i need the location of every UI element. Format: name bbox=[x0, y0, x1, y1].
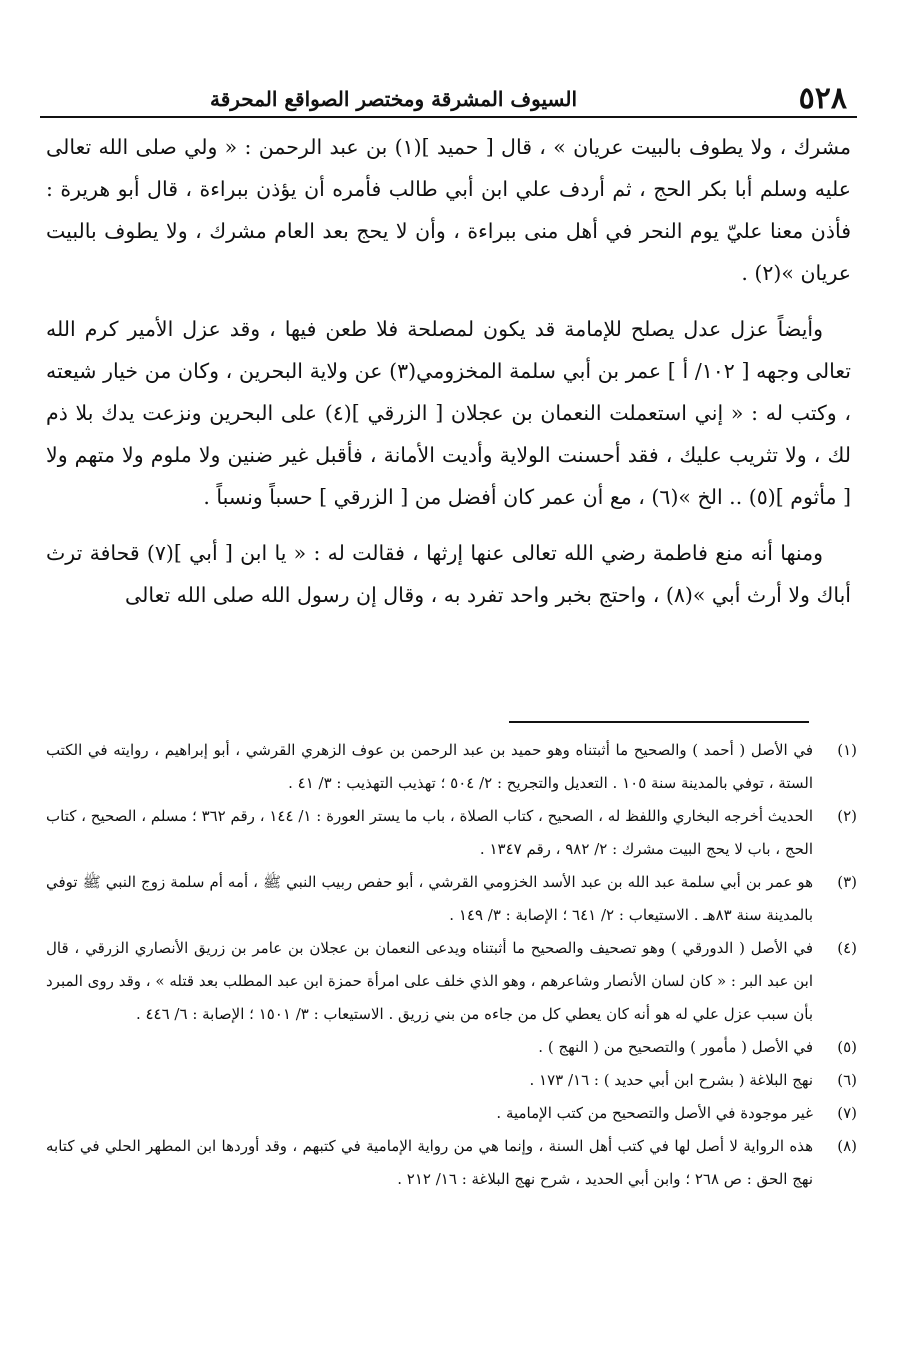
footnote-separator bbox=[509, 721, 809, 723]
footnote-number: (٦) bbox=[837, 1071, 857, 1089]
footnote-text: في الأصل ( الدورقي ) وهو تصحيف والصحيح ما أثبتناه ويدعى النعمان بن عجلان بن عامر بن زريق الأنصاري الزرقي ، قال ابن عبد البر : « كان لسان الأنصار وشاعرهم ، وهو الذي خلف على امرأة حمزة ابن عبد المطلب بعد قتله » ، وقد روى المبرد بأن سبب عزل علي له هو أنه كان يعطي كل من جاءه من بني زريق . الاستيعاب : ٣/ ١٥٠١ ؛ الإصابة : ٦/ ٤٤٦ . bbox=[46, 939, 813, 1023]
footnote-number: (١) bbox=[837, 741, 857, 759]
footnote bbox=[46, 800, 857, 866]
footnote-number: (٥) bbox=[837, 1038, 857, 1056]
main-text bbox=[46, 126, 851, 630]
footnote bbox=[46, 1097, 857, 1130]
footnote-text: الحديث أخرجه البخاري واللفظ له ، الصحيح ، كتاب الصلاة ، باب ما يستر العورة : ١/ ١٤٤ ، رقم ٣٦٢ ؛ مسلم ، الصحيح ، كتاب الحج ، باب لا يحج البيت مشرك : ٢/ ٩٨٢ ، رقم ١٣٤٧ . bbox=[46, 807, 814, 858]
footnote-text: هو عمر بن أبي سلمة عبد الله بن عبد الأسد الخزومي القرشي ، أبو حفص ربيب النبي ﷺ ، أمه أم سلمة زوج النبي ﷺ توفي بالمدينة سنة ٨٣هـ . الاستيعاب : ٢/ ٦٤١ ؛ الإصابة : ٣/ ١٤٩ . bbox=[46, 873, 813, 924]
footnotes bbox=[46, 734, 857, 1196]
footnote bbox=[46, 932, 857, 1031]
footnote-number: (٢) bbox=[837, 807, 857, 825]
footnote-number: (٣) bbox=[837, 873, 857, 891]
footnote bbox=[46, 734, 857, 800]
header-rule bbox=[40, 116, 857, 118]
footnote bbox=[46, 1031, 857, 1064]
paragraph: مشرك ، ولا يطوف بالبيت عريان » ، قال [ حميد ](١) بن عبد الرحمن : « ولي صلى الله تعالى عليه وسلم أبا بكر الحج ، ثم أردف علي ابن أبي طالب فأمره أن يؤذن ببراءة ، قال أبو هريرة : فأذن معنا عليّ يوم النحر في أهل منى ببراءة ، وأن لا يحج بعد العام مشرك ، ولا يطوف بالبيت عريان »(٢) . bbox=[46, 135, 851, 285]
page-number: ٥٢٨ bbox=[798, 81, 847, 116]
paragraph: ومنها أنه منع فاطمة رضي الله تعالى عنها إرثها ، فقالت له : « يا ابن [ أبي ](٧) قحافة ترث أباك ولا أرث أبي »(٨) ، واحتج بخبر واحد تفرد به ، وقال إن رسول الله صلى الله تعالى bbox=[46, 541, 851, 607]
footnote-text: غير موجودة في الأصل والتصحيح من كتب الإمامية . bbox=[496, 1104, 813, 1122]
page-header bbox=[40, 78, 857, 122]
footnote-text: نهج البلاغة ( بشرح ابن أبي حديد ) : ١٦/ ١٧٣ . bbox=[529, 1071, 813, 1089]
running-title: السيوف المشرقة ومختصر الصواقع المحرقة bbox=[209, 87, 578, 111]
footnote-number: (٧) bbox=[837, 1104, 857, 1122]
footnote-text: في الأصل ( أحمد ) والصحيح ما أثبتناه وهو حميد بن عبد الرحمن بن عوف الزهري القرشي ، أبو إبراهيم ، روايته في الكتب الستة ، توفي بالمدينة سنة ١٠٥ . التعديل والتجريح : ٢/ ٥٠٤ ؛ تهذيب التهذيب : ٣/ ٤١ . bbox=[46, 741, 813, 792]
footnote-number: (٨) bbox=[837, 1137, 857, 1155]
footnote bbox=[46, 1130, 857, 1196]
footnote-text: هذه الرواية لا أصل لها في كتب أهل السنة ، وإنما هي من رواية الإمامية في كتبهم ، وقد أوردها ابن المطهر الحلي في كتابه نهج الحق : ص ٢٦٨ ؛ وابن أبي الحديد ، شرح نهج البلاغة : ١٦/ ٢١٢ . bbox=[46, 1137, 813, 1188]
footnote-number: (٤) bbox=[837, 939, 857, 957]
paragraph: وأيضاً عزل عدل يصلح للإمامة قد يكون لمصلحة فلا طعن فيها ، وقد عزل الأمير كرم الله تعالى وجهه [ ١٠٢/ أ ] عمر بن أبي سلمة المخزومي(٣) عن ولاية البحرين ، وكان من خيار شيعته ، وكتب له : « إني استعملت النعمان بن عجلان [ الزرقي ](٤) على البحرين ونزعت يدك بلا ذم لك ، ولا تثريب عليك ، فقد أحسنت الولاية وأديت الأمانة ، فأقبل غير ضنين ولا ملوم ولا متهم ولا [ مأثوم ](٥) .. الخ »(٦) ، مع أن عمر كان أفضل من [ الزرقي ] حسباً ونسباً . bbox=[46, 317, 852, 509]
footnote bbox=[46, 1064, 857, 1097]
footnote-text: في الأصل ( مأمور ) والتصحيح من ( النهج ) . bbox=[538, 1038, 813, 1056]
footnote bbox=[46, 866, 857, 932]
